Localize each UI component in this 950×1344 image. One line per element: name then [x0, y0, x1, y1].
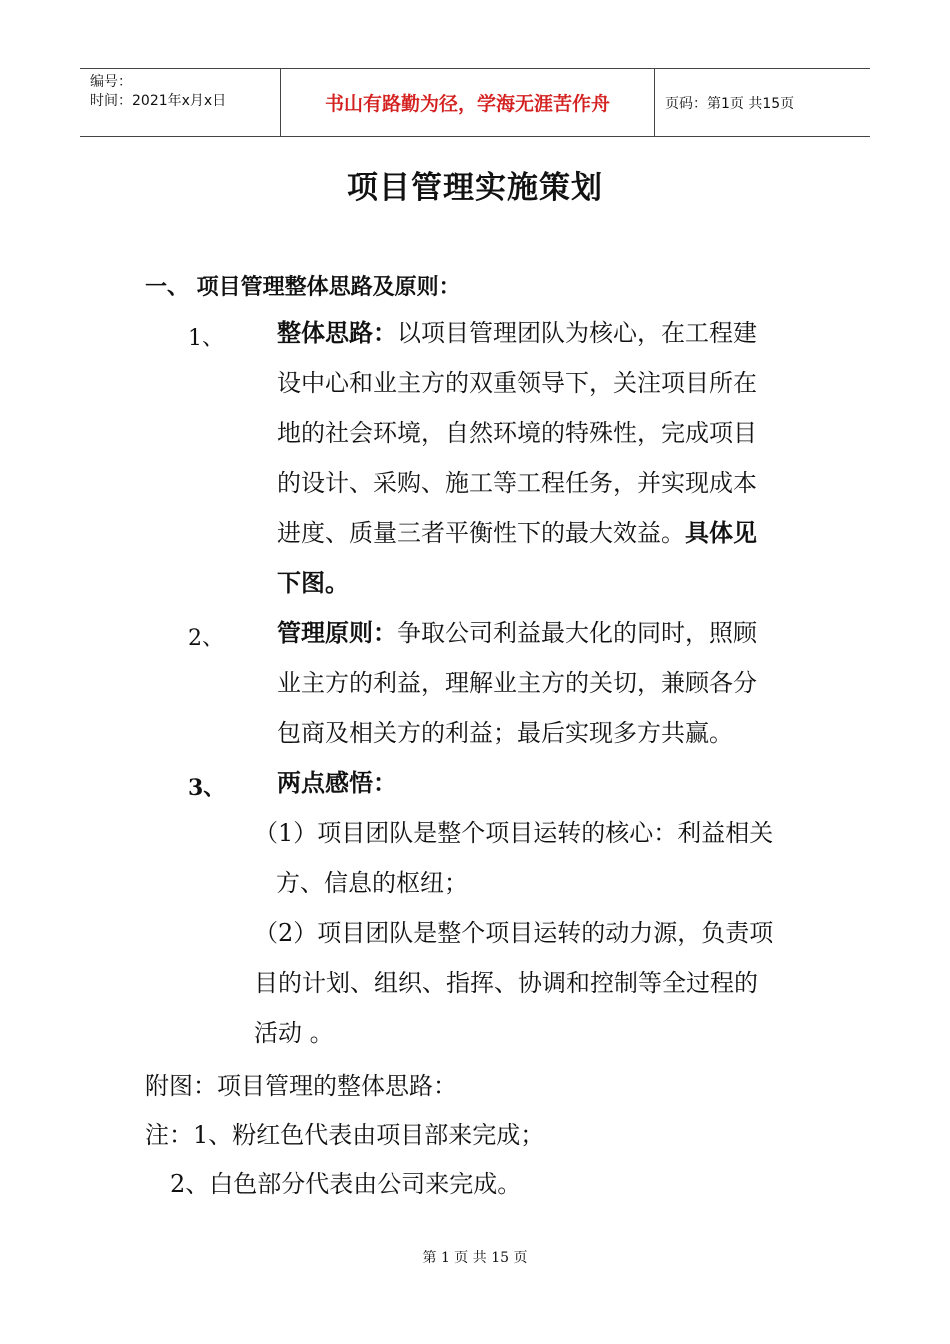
note-2: 2、白色部分代表由公司来完成。	[170, 1170, 522, 1198]
number-label: 编号：	[90, 74, 132, 90]
note-1: 注：1、粉红色代表由项目部来完成；	[145, 1121, 545, 1149]
item-1-tail-1: 具体见	[685, 518, 757, 547]
document-header	[80, 68, 870, 137]
item-1	[277, 308, 817, 608]
item-1-line-3: 地的社会环境，自然环境的特殊性，完成项目	[277, 419, 757, 447]
document-title: 项目管理实施策划	[347, 170, 603, 206]
insight-2-line-1: （2）项目团队是整个项目运转的动力源，负责项	[254, 919, 774, 947]
section-heading-1: 一、 项目管理整体思路及原则：	[145, 274, 461, 300]
insight-1-line-2: 方、信息的枢纽；	[276, 869, 468, 897]
item-1-line-2: 设中心和业主方的双重领导下，关注项目所在	[277, 369, 757, 397]
item-number-1: 1、	[188, 326, 224, 351]
item-2	[277, 608, 817, 758]
appendix-note: 附图：项目管理的整体思路：	[145, 1072, 457, 1100]
item-3-lead: 两点感悟：	[277, 768, 397, 797]
time-label: 时间：2021年x月x日	[90, 93, 227, 109]
item-2-line-1: 争取公司利益最大化的同时，照顾	[397, 619, 757, 647]
item-number-2: 2、	[188, 626, 224, 651]
header-motto: 书山有路勤为径，学海无涯苦作舟	[281, 69, 655, 136]
insight-2-line-3: 活动 。	[254, 1019, 334, 1047]
header-page-info: 页码：第1页 共15页	[665, 95, 795, 112]
item-1-line-4: 的设计、采购、施工等工程任务，并实现成本	[277, 469, 757, 497]
item-2-line-2: 业主方的利益，理解业主方的关切，兼顾各分	[277, 669, 757, 697]
item-1-lead: 整体思路：	[277, 318, 397, 347]
item-1-tail-2: 下图。	[277, 568, 349, 597]
insight-2-line-2: 目的计划、组织、指挥、协调和控制等全过程的	[254, 969, 758, 997]
item-2-lead: 管理原则：	[277, 618, 397, 647]
item-1-line-1: 以项目管理团队为核心，在工程建	[397, 319, 757, 347]
header-meta	[80, 69, 281, 136]
insight-2	[254, 908, 814, 1058]
item-2-line-3: 包商及相关方的利益；最后实现多方共赢。	[277, 719, 733, 747]
insight-1	[254, 808, 814, 908]
item-1-line-5: 进度、质量三者平衡性下的最大效益。	[277, 519, 685, 547]
insight-1-line-1: （1）项目团队是整个项目运转的核心：利益相关	[254, 819, 774, 847]
item-number-3: 3、	[188, 775, 226, 801]
page-footer: 第 1 页 共 15 页	[422, 1250, 528, 1266]
